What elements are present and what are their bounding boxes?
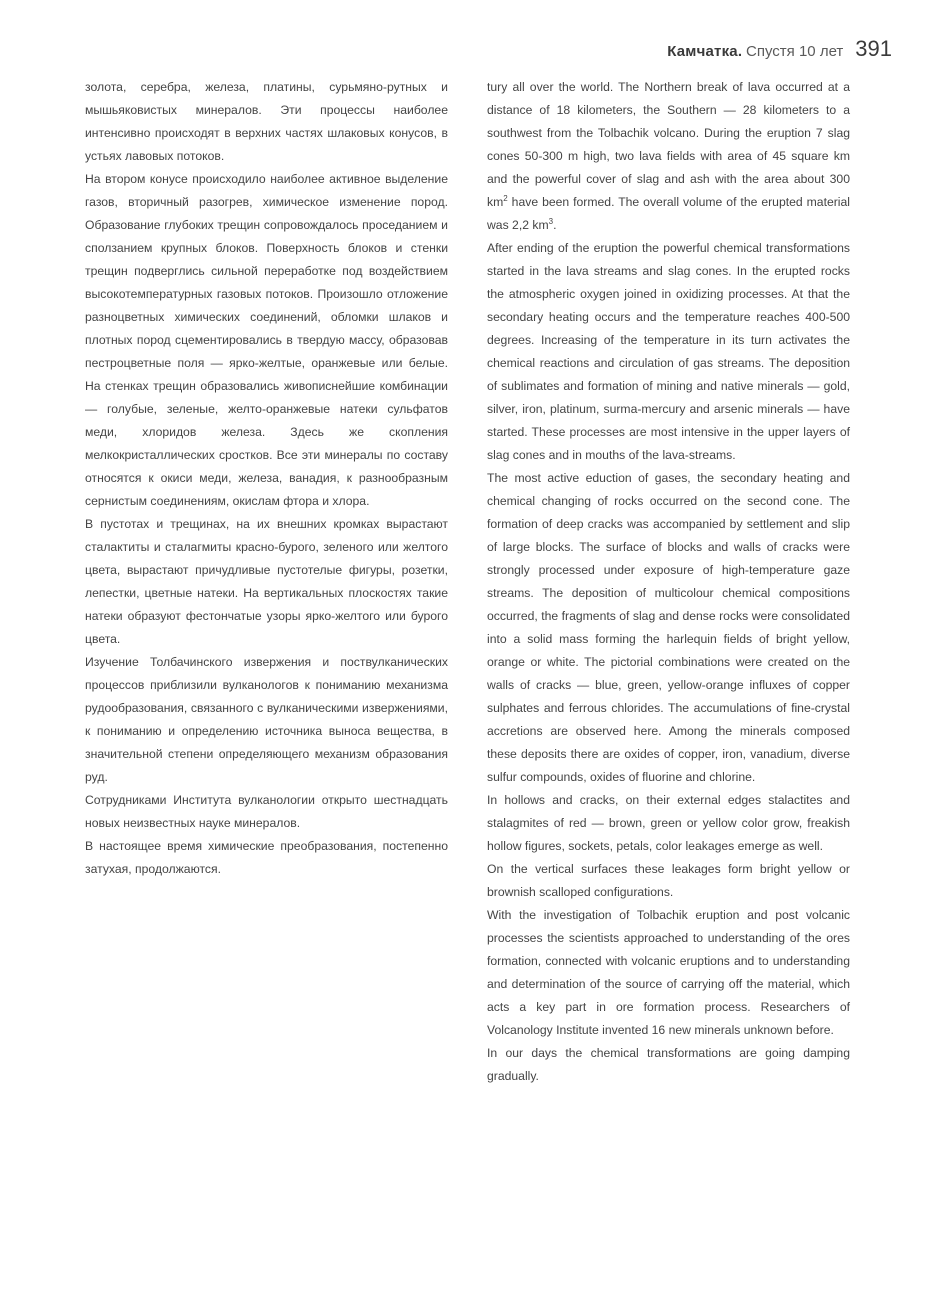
paragraph: With the investigation of Tolbachik eruption and post volcanic processes the scientists approached to understanding of the ores formation, connected with volcanic eruptions and to understanding and determination of the source of carrying off the material, which acts a key part in ore formation process. Researchers of Volcanology Institute invented 16 new minerals unknown before.: [487, 908, 850, 1037]
paragraph: After ending of the eruption the powerful chemical transformations started in the lava streams and slag cones. In the erupted rocks the atmospheric oxygen joined in oxidizing processes. At that the secondary heating occurs and the temperature reaches 400-500 degrees. Increasing of the temperature in its turn activates the chemical reactions and circulation of gas streams. The deposition of sublimates and formation of mining and native minerals — gold, silver, iron, platinum, surma-mercury and arsenic minerals — have started. These processes are most intensive in the upper layers of slag cones and in mouths of the lava-streams.: [487, 241, 850, 462]
paragraph: В настоящее время химические преобразования, постепенно затухая, продолжаются.: [85, 839, 448, 876]
paragraph-text: .: [553, 218, 557, 232]
superscript: 2: [503, 193, 508, 203]
paragraph: On the vertical surfaces these leakages form bright yellow or brownish scalloped configurations.: [487, 862, 850, 899]
paragraph: Сотрудниками Института вулканологии открыто шестнадцать новых неизвестных науке минералов.: [85, 793, 448, 830]
paragraph-text: have been formed. The overall volume of the erupted material was 2,2 km: [487, 195, 850, 232]
paragraph: золота, серебра, железа, платины, сурьмяно-рутных и мышьяковистых минералов. Эти процессы наиболее интенсивно происходят в верхних частях шлаковых конусов, в устьях лавовых потоков.: [85, 80, 448, 163]
running-header: [667, 36, 892, 62]
paragraph: The most active eduction of gases, the secondary heating and chemical changing of rocks occurred on the second cone. The formation of deep cracks was accompanied by settlement and slip of large blocks. The surface of blocks and walls of cracks were strongly processed under exposure of high-temperature gaze streams. The deposition of multicolour chemical compositions occurred, the fragments of slag and dense rocks were consolidated into a solid mass forming the harlequin fields of bright yellow, orange or white. The pictorial combinations were created on the walls of cracks — blue, green, yellow-orange influxes of copper sulphates and ferrous chlorides. The accumulations of fine-crystal accretions are observed here. Among the minerals composed these deposits there are oxides of copper, iron, vanadium, diverse sulfur compounds, oxides of fluorine and chlorine.: [487, 471, 850, 784]
paragraph: Изучение Толбачинского извержения и поствулканических процессов приблизили вулканологов к пониманию механизма рудообразования, связанного с вулканическими извержениями, к пониманию и определению источника выноса вещества, в значительной степени определяющего механизм образования руд.: [85, 655, 448, 784]
paragraph-text: tury all over the world. The Northern break of lava occurred at a distance of 18 kilometers, the Southern — 28 kilometers to a southwest from the Tolbachik volcano. During the eruption 7 slag cones 50-300 m high, two lava fields with area of 45 square km and the powerful cover of slag and ash with the area about 300 km: [487, 80, 850, 209]
paragraph: In hollows and cracks, on their external edges stalactites and stalagmites of red — brown, green or yellow color grow, freakish hollow figures, sockets, petals, color leakages emerge as well.: [487, 793, 850, 853]
paragraph: В пустотах и трещинах, на их внешних кромках вырастают сталактиты и сталагмиты красно-бурого, зеленого или желтого цвета, вырастают причудливые пустотелые фигуры, розетки, лепестки, цветные натеки. На вертикальных плоскостях такие натеки образуют фестончатые узоры ярко-желтого или бурого цвета.: [85, 517, 448, 646]
superscript: 3: [548, 216, 554, 226]
running-header-subtitle: Спустя 10 лет: [746, 43, 844, 60]
paragraph: In our days the chemical transformations are going damping gradually.: [487, 1046, 850, 1083]
page-number: 391: [855, 36, 892, 61]
running-header-title: Камчатка: [667, 43, 738, 60]
paragraph: [487, 76, 850, 237]
paragraph: На втором конусе происходило наиболее активное выделение газов, вторичный разогрев, химическое изменение пород. Образование глубоких трещин сопровождалось проседанием и сползанием крупных блоков. Поверхность блоков и стенки трещин подверглись сильной переработке под воздействием высокотемпературных газовых потоков. Произошло отложение разноцветных химических соединений, обломки шлаков и плотных пород сцементировались в твердую массу, образовав пестроцветные поля — ярко-желтые, оранжевые или белые. На стенках трещин образовались живописнейшие комбинации — голубые, зеленые, желто-оранжевые натеки сульфатов меди, хлоридов железа. Здесь же скопления мелкокристаллических сростков. Все эти минералы по составу относятся к окиси меди, железа, ванадия, к разнообразным сернистым соединениям, окислам фтора и хлора.: [85, 172, 448, 508]
english-text-column: [487, 76, 850, 1088]
russian-text-column: [85, 76, 448, 881]
running-header-dot: .: [737, 43, 743, 60]
